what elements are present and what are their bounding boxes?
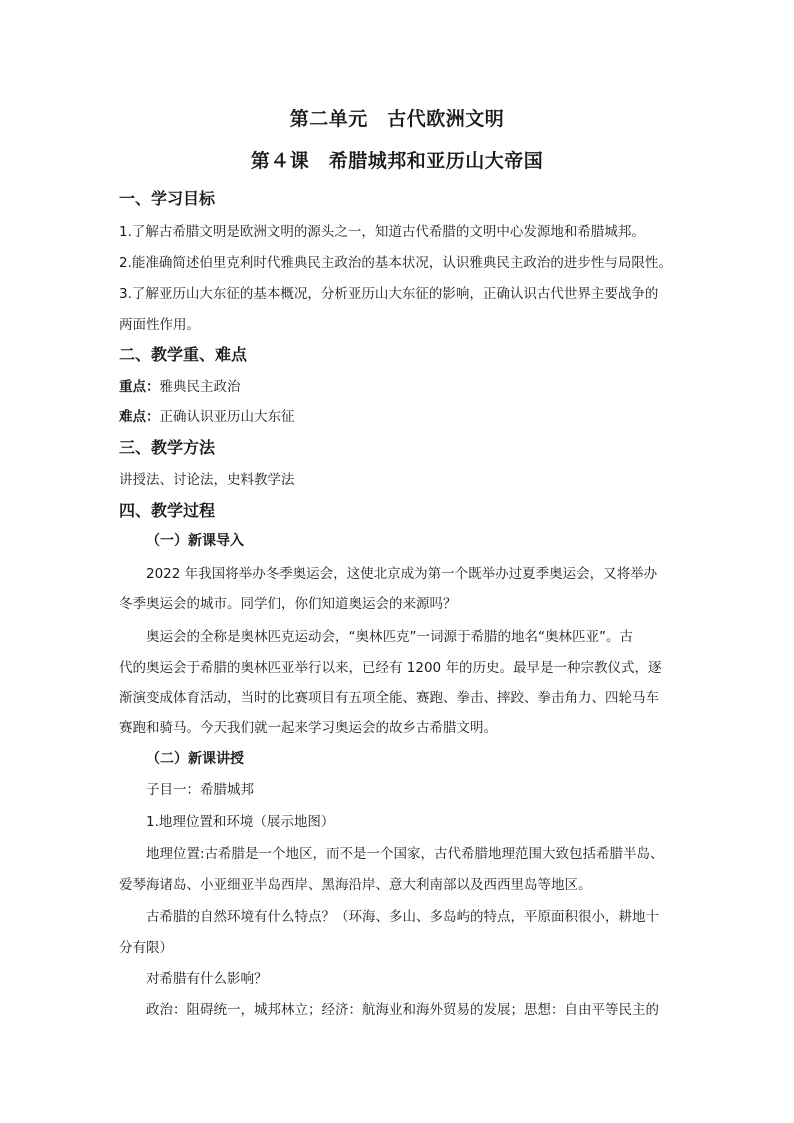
- objective-line: 2.能准确简述伯里克利时代雅典民主政治的基本状况，认识雅典民主政治的进步性与局限性。: [119, 255, 672, 271]
- paragraph-line: 代的奥运会于希腊的奥林匹亚举行以来，已经有 1200 年的历史。最早是一种宗教仪式，逐: [119, 660, 662, 676]
- section-heading-objectives: 一、学习目标: [119, 189, 216, 208]
- paragraph-line: 分有限）: [119, 940, 173, 956]
- objective-line: 1.了解古希腊文明是欧洲文明的源头之一，知道古代希腊的文明中心发源地和希腊城邦。: [119, 224, 645, 240]
- lesson-title: 第４课 希腊城邦和亚历山大帝国: [250, 150, 544, 172]
- paragraph-line: 赛跑和骑马。今天我们就一起来学习奥运会的故乡古希腊文明。: [119, 720, 497, 736]
- paragraph-line: 政治：阻碍统一，城邦林立；经济：航海业和海外贸易的发展；思想：自由平等民主的: [146, 1002, 659, 1018]
- section-heading-methods: 三、教学方法: [119, 438, 216, 457]
- paragraph-line: 地理位置:古希腊是一个地区，而不是一个国家，古代希腊地理范围大致包括希腊半岛、: [146, 846, 664, 862]
- unit-title: 第二单元 古代欧洲文明: [289, 108, 505, 130]
- difficulty-text: 正确认识亚历山大东征: [159, 409, 295, 425]
- paragraph-line: 爱琴海诸岛、小亚细亚半岛西岸、黑海沿岸、意大利南部以及西西里岛等地区。: [119, 877, 592, 893]
- objective-line: 3.了解亚历山大东征的基本概况，分析亚历山大东征的影响，正确认识古代世界主要战争的: [119, 286, 659, 302]
- subsection-heading-intro: （一）新课导入: [146, 533, 244, 549]
- subsection-heading-lecture: （二）新课讲授: [146, 751, 244, 767]
- key-point-label: 重点：: [119, 379, 160, 395]
- section-heading-key-points: 二、教学重、难点: [119, 345, 248, 364]
- paragraph-line: 古希腊的自然环境有什么特点？（环海、多山、多岛屿的特点，平原面积很小，耕地十: [146, 909, 659, 925]
- paragraph-line: 子目一：希腊城邦: [146, 782, 254, 798]
- paragraph-line: 奥运会的全称是奥林匹克运动会，“奥林匹克”一词源于希腊的地名“奥林匹亚”。古: [146, 629, 633, 645]
- section-heading-process: 四、教学过程: [119, 501, 216, 520]
- paragraph-line: 2022 年我国将举办冬季奥运会，这使北京成为第一个既举办过夏季奥运会，又将举办: [146, 566, 658, 582]
- difficulty-label: 难点：: [119, 409, 160, 425]
- paragraph-line: 渐演变成体育活动，当时的比赛项目有五项全能、赛跑、拳击、摔跤、拳击角力、四轮马车: [119, 690, 659, 706]
- paragraph-line: 冬季奥运会的城市。同学们，你们知道奥运会的来源吗？: [119, 596, 457, 612]
- paragraph-line: 对希腊有什么影响？: [146, 971, 268, 987]
- key-point-line: [119, 375, 241, 395]
- difficulty-line: [119, 405, 295, 425]
- methods-text: 讲授法、讨论法，史料教学法: [119, 472, 295, 488]
- key-point-text: 雅典民主政治: [159, 379, 241, 395]
- objective-line: 两面性作用。: [119, 317, 200, 333]
- paragraph-line: 1.地理位置和环境（展示地图）: [146, 814, 335, 830]
